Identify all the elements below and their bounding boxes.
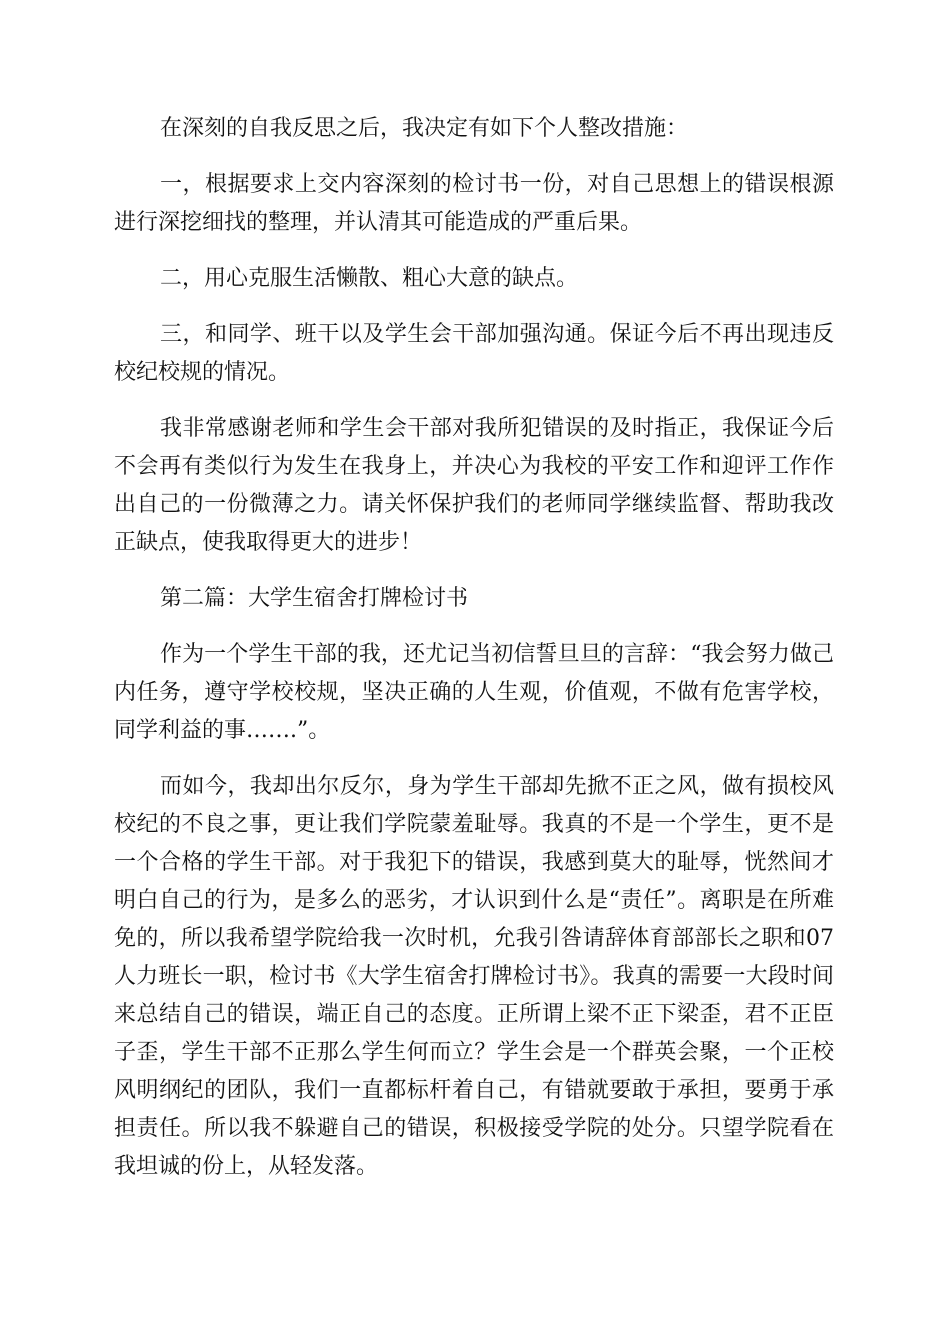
document-body bbox=[114, 110, 834, 1204]
paragraph-measure-two: 二，用心克服生活懒散、粗心大意的缺点。 bbox=[160, 266, 579, 291]
paragraph-oath-recall: 作为一个学生干部的我，还尤记当初信誓旦旦的言辞：“我会努力做己内任务，遵守学校校规，坚决正确的人生观，价值观，不做有危害学校，同学利益的事…….”。 bbox=[114, 642, 834, 743]
paragraph-measure-three: 三，和同学、班干以及学生会干部加强沟通。保证今后不再出现违反校纪校规的情况。 bbox=[114, 322, 834, 385]
paragraph-self-reflection-intro: 在深刻的自我反思之后，我决定有如下个人整改措施： bbox=[160, 116, 689, 141]
paragraph-thanks: 我非常感谢老师和学生会干部对我所犯错误的及时指正，我保证今后不会再有类似行为发生在我身上，并决心为我校的平安工作和迎评工作作出自己的一份微薄之力。请关怀保护我们的老师同学继续监督、帮助我改正缺点，使我取得更大的进步！ bbox=[114, 416, 834, 555]
paragraph-confession: 而如今，我却出尔反尔，身为学生干部却先掀不正之风，做有损校风校纪的不良之事，更让我们学院蒙羞耻辱。我真的不是一个学生，更不是一个合格的学生干部。对于我犯下的错误，我感到莫大的耻辱，恍然间才明白自己的行为，是多么的恶劣，才认识到什么是“责任”。离职是在所难免的，所以我希望学院给我一次时机，允我引咎请辞体育部部长之职和07人力班长一职，检讨书《大学生宿舍打牌检讨书》。我真的需要一大段时间来总结自己的错误，端正自己的态度。正所谓上梁不正下梁歪，君不正臣子歪，学生干部不正那么学生何而立？学生会是一个群英会聚，一个正校风明纲纪的团队，我们一直都标杆着自己，有错就要敢于承担，要勇于承担责任。所以我不躲避自己的错误，积极接受学院的处分。只望学院看在我坦诚的份上，从轻发落。 bbox=[114, 774, 834, 1179]
section-heading-part-two: 第二篇：大学生宿舍打牌检讨书 bbox=[160, 586, 469, 611]
paragraph-measure-one: 一，根据要求上交内容深刻的检讨书一份，对自己思想上的错误根源进行深挖细找的整理，并认清其可能造成的严重后果。 bbox=[114, 172, 834, 235]
